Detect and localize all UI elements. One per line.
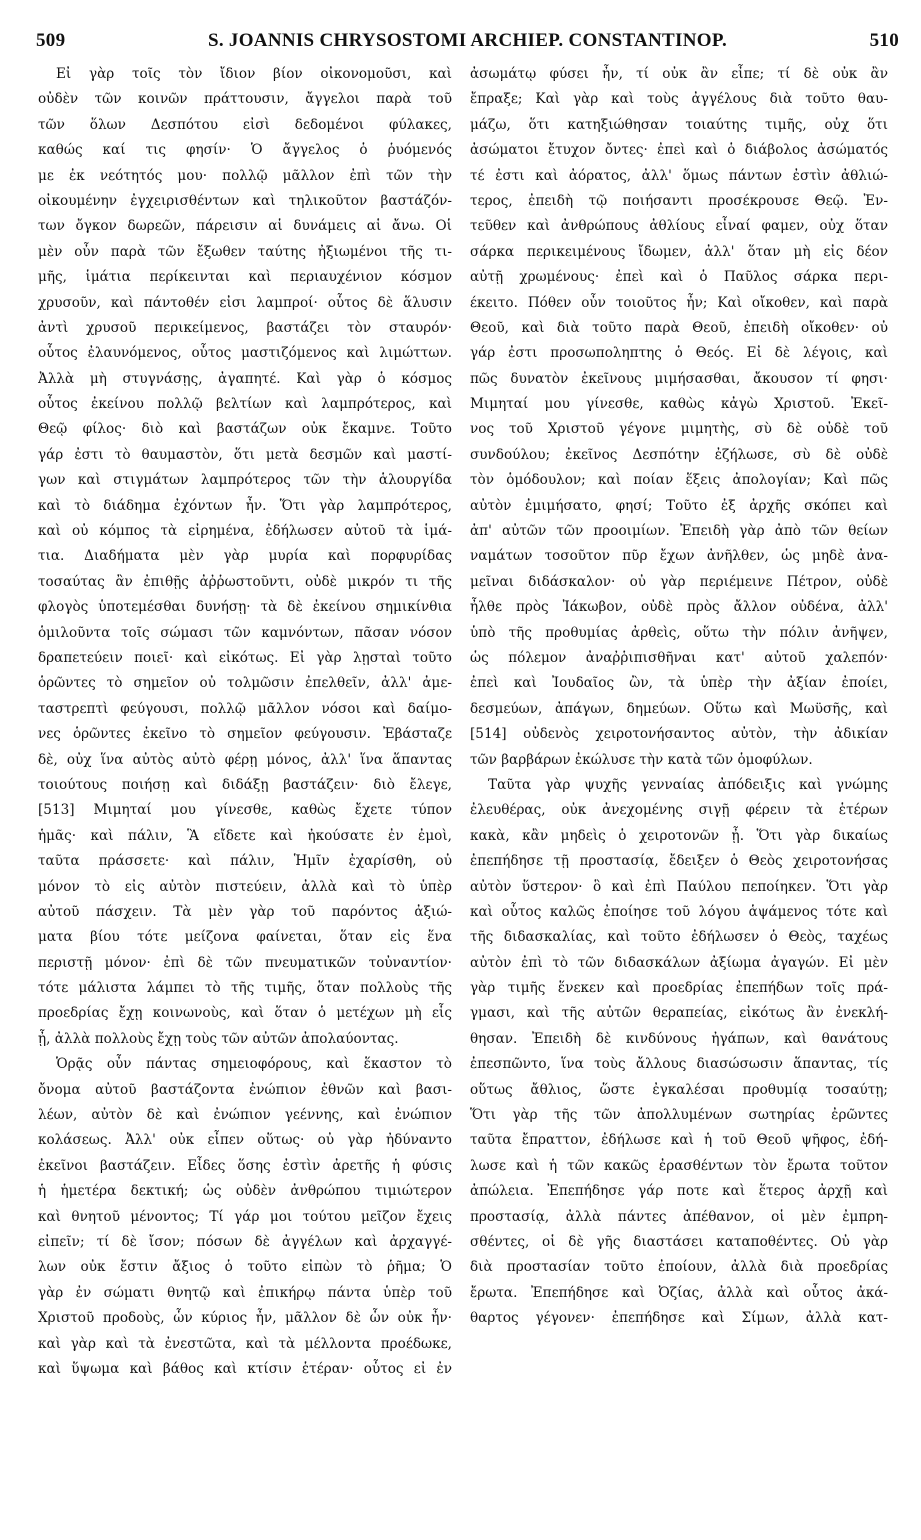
text-line: Ἀλλὰ μὴ στυγνάσῃς, ἀγαπητέ. Καὶ γὰρ ὁ κόσμος	[38, 370, 452, 387]
text-line: μῆς, ἱμάτια περίκεινται καὶ περιαυχένιον κόσμον	[38, 269, 452, 286]
text-line: γὰρ τιμῆς ἕνεκεν καὶ προεδρίας ἐπεπήδων τοῖς πρά-	[470, 980, 888, 997]
text-line: φλογὸς ὑποτεμέσθαι δυνήσῃ· τὰ δὲ ἐκείνου σημικίνθια	[38, 599, 452, 616]
text-line: τῶν ὅλων Δεσπότου εἰσὶ δεδομένοι φύλακες,	[38, 116, 452, 133]
text-line: οὕτως ἄθλιος, ὥστε ἐγκαλέσαι προθυμίᾳ τοσαύτῃ;	[470, 1081, 888, 1098]
text-line: καὶ οὗτος καλῶς ἐποίησε τοῦ λόγου ἁψάμενος τότε καὶ	[470, 903, 888, 920]
text-line: κακὰ, κἂν μηδεὶς ὁ χειροτονῶν ᾖ. Ὅτι γὰρ δικαίως	[470, 827, 888, 844]
text-line: Χριστοῦ προδοὺς, ὧν κύριος ἦν, μᾶλλον δὲ ὧν οὐκ ἦν·	[38, 1310, 452, 1327]
text-line: ἐλευθέρας, οὐκ ἀνεχομένης σιγῇ φέρειν τὰ ἑτέρων	[470, 802, 888, 819]
text-line: καὶ οὐ κόμπος τὰ εἰρημένα, ἐδήλωσεν αὐτοῦ τὰ ἱμά-	[38, 523, 452, 540]
text-line: οὗτος ἐκείνου πολλῷ βελτίων καὶ λαμπρότερος, καὶ	[38, 396, 452, 413]
text-line: ὁμιλοῦντα τοῖς σώμασι τῶν καμνόντων, πᾶσαν νόσον	[38, 624, 452, 641]
text-line: γάρ ἐστι τὸ θαυμαστὸν, ὅτι μετὰ δεσμῶν καὶ μαστί-	[38, 446, 452, 463]
text-line: ὁρῶντες τὸ σημεῖον οὐ τολμῶσιν ἐπελθεῖν, ἀλλ' ἀμε-	[38, 675, 452, 692]
text-line: τέ ἐστι καὶ ἀόρατος, ἀλλ' ὅμως πάντων ἐστὶν ἀθλιώ-	[470, 167, 888, 184]
text-line: καθώς καί τις φησίν· Ὁ ἄγγελος ὁ ῥυόμενός	[38, 142, 452, 159]
text-line: μεῖναι διδάσκαλον· οὐ γὰρ περιέμεινε Πέτρον, οὐδὲ	[470, 573, 888, 590]
text-line: των ὄγκον δωρεῶν, πάρεισιν αἱ δυνάμεις αἱ ἄνω. Οἱ	[38, 218, 452, 235]
text-line: ταῦτα ἔπραττον, ἐδήλωσε καὶ ἡ τοῦ Θεοῦ ψῆφος, ἐδή-	[470, 1132, 888, 1149]
text-line: οὐδὲν τῶν κοινῶν πράττουσιν, ἄγγελοι παρὰ τοῦ	[38, 91, 452, 108]
text-line: ὑπὸ τῆς προθυμίας ἀρθεὶς, οὕτω τὴν πόλιν ἀνῆψεν,	[470, 624, 888, 641]
text-line: [513] Μιμηταί μου γίνεσθε, καθὼς ἔχετε τύπον	[38, 802, 452, 819]
text-line: ἀπώλεια. Ἐπεπήδησε γάρ ποτε καὶ ἕτερος ἀρχῇ καὶ	[470, 1183, 888, 1200]
text-line: ὄνομα αὐτοῦ βαστάζοντα ἐνώπιον ἐθνῶν καὶ βασι-	[38, 1081, 452, 1098]
text-line: τὸν ὁμόδουλον; καὶ ποίαν ἕξεις ἀπολογίαν; Καὶ πῶς	[470, 472, 888, 489]
text-line: ταῦτα πράσσετε· καὶ πάλιν, Ἡμῖν ἐχαρίσθη, οὐ	[38, 853, 452, 870]
text-line: λωσε καὶ ἡ τῶν κακῶς ἐρασθέντων τὸν ἔρωτα τοῦτον	[470, 1157, 888, 1174]
text-line: καὶ γὰρ καὶ τὰ ἐνεστῶτα, καὶ τὰ μέλλοντα προέδωκε,	[38, 1335, 452, 1352]
text-line: σθέντες, οἱ δὲ γῆς διαστάσει καταποθέντες. Οὐ γὰρ	[470, 1233, 888, 1250]
text-line: αὐτῇ χρωμένους· ἐπεὶ καὶ ὁ Παῦλος σάρκα περι-	[470, 269, 888, 286]
text-line: τῆς διδασκαλίας, καὶ τοῦτο ἐδήλωσεν ὁ Θεὸς, ταχέως	[470, 929, 888, 946]
text-line: γων καὶ στιγμάτων λαμπρότερος τῶν τὴν ἁλουργίδα	[38, 472, 452, 489]
page-number-left: 509	[36, 30, 66, 51]
text-line: ἡ ἡμετέρα δεκτική; ὡς οὐδὲν ἀνθρώπου τιμιώτερον	[38, 1183, 452, 1200]
text-line: οὗτος ἐλαυνόμενος, οὗτος μαστιζόμενος καὶ λιμώττων.	[38, 345, 452, 362]
text-line: εἰπεῖν; τί δὲ ἴσον; πόσων δὲ ἀγγέλων καὶ ἀρχαγγέ-	[38, 1233, 452, 1250]
text-line: ἡμᾶς· καὶ πάλιν, Ἃ εἴδετε καὶ ἠκούσατε ἐν ἐμοὶ,	[38, 827, 452, 844]
text-line: Θεῷ φίλος· διὸ καὶ βαστάζων οὐκ ἔκαμνε. Τοῦτο	[38, 421, 452, 438]
text-line: θαρτος γέγονεν· ἐπεπήδησε καὶ Σίμων, ἀλλὰ κατ-	[470, 1310, 888, 1327]
text-line: αὐτὸν ἐπὶ τὸ τῶν διδασκάλων ἀξίωμα ἀγαγών. Εἰ μὲν	[470, 954, 888, 971]
text-line: ἐκεῖνοι βαστάζειν. Εἶδες ὅσης ἐστὶν ἀρετῆς ἡ φύσις	[38, 1157, 452, 1174]
text-line: ταστρεπτὶ φεύγουσι, πολλῷ μᾶλλον νόσοι καὶ δαίμο-	[38, 700, 452, 717]
text-line: αὐτοῦ πάσχειν. Τὰ μὲν γὰρ τοῦ παρόντος ἀξιώ-	[38, 903, 452, 920]
text-line: Μιμηταί μου γίνεσθε, καθὼς κἀγὼ Χριστοῦ. Ἐκεῖ-	[470, 396, 888, 413]
text-line: αὐτὸν ἐμιμήσατο, φησί; Τοῦτο ἐξ ἀρχῆς σκόπει καὶ	[470, 497, 888, 514]
text-line: ματα βίου τότε μείζονα φαίνεται, ὅταν εἰς ἕνα	[38, 929, 452, 946]
running-title: S. JOANNIS CHRYSOSTOMI ARCHIEP. CONSTANTINOP.	[207, 30, 728, 51]
text-line: μάζω, ὅτι κατηξιώθησαν τοιαύτης τιμῆς, οὐχ ὅτι	[470, 116, 888, 133]
text-line: Ὅτι γὰρ τῆς τῶν ἀπολλυμένων σωτηρίας ἐρῶντες	[470, 1107, 888, 1124]
page-number-right: 510	[869, 30, 899, 51]
text-line: γάρ ἐστι προσωποληπτης ὁ Θεός. Εἰ δὲ λέγοις, καὶ	[470, 345, 888, 362]
running-header	[36, 30, 899, 56]
text-line: γμασι, καὶ τῆς αὐτῶν θεραπείας, εἰκότως ἂν ἐνεκλή-	[470, 1005, 888, 1022]
text-line: [514] οὐδενὸς χειροτονήσαντος αὐτὸν, τὴν ἀδικίαν	[470, 726, 888, 743]
text-line: μόνον τὸ εἰς αὐτὸν πιστεύειν, ἀλλὰ καὶ τὸ ὑπὲρ	[38, 878, 452, 895]
text-line: τερος, ἐπειδὴ τῷ ποιήσαντι προσέκρουσε Θεῷ. Ἐν-	[470, 192, 888, 209]
text-line: ἀσωμάτῳ φύσει ἦν, τί οὐκ ἂν εἶπε; τί δὲ οὐκ ἂν	[470, 66, 888, 82]
text-line: Εἰ γὰρ τοῖς τὸν ἴδιον βίον οἰκονομοῦσι, καὶ	[56, 66, 452, 82]
text-line: ἀπ' αὐτῶν τῶν προοιμίων. Ἐπειδὴ γὰρ ἀπὸ τῶν θείων	[470, 523, 888, 540]
text-line: ἀντὶ χρυσοῦ περικείμενος, βαστάζει τὸν σταυρόν·	[38, 319, 452, 336]
text-line: τοσαύτας ἂν ἐπιθῇς ἀῤῥωστοῦντι, οὐδὲ μικρόν τι τῆς	[38, 573, 452, 590]
text-line: έκειτο. Πόθεν οὖν τοιοῦτος ἦν; Καὶ οἴκοθεν, καὶ παρὰ	[470, 294, 888, 311]
text-line: μὲν οὖν παρὰ τῶν ἔξωθεν ταύτης ἠξιωμένοι τῆς τι-	[38, 243, 452, 260]
text-line: Θεοῦ, καὶ διὰ τοῦτο παρὰ Θεοῦ, ἐπειδὴ οἴκοθεν· οὐ	[470, 319, 888, 336]
text-line: δραπετεύειν ποιεῖ· καὶ εἰκότως. Εἰ γὰρ λῃσταὶ τοῦτο	[38, 649, 452, 666]
text-line: νες ὁρῶντες ἐκεῖνο τὸ σημεῖον φεύγουσιν. Ἐβάσταζε	[38, 726, 452, 743]
text-line: κολάσεως. Ἀλλ' οὐκ εἶπεν οὕτως· οὐ γὰρ ἠδύναντο	[38, 1132, 452, 1149]
text-line: λέων, αὐτὸν δὲ καὶ ἐνώπιον γεέννης, καὶ ἐνώπιον	[38, 1107, 452, 1124]
text-line: πῶς δυνατὸν ἐκεῖνους μιμήσασθαι, ἄκουσον τί φησι·	[470, 370, 888, 387]
text-line: τοιούτους ποιήσῃ καὶ διδάξῃ βαστάζειν· διὸ ἔλεγε,	[38, 776, 452, 793]
text-line: τότε μάλιστα λάμπει τὸ τῆς τιμῆς, ὅταν πολλοὺς τῆς	[38, 980, 452, 997]
text-line: λων οὐκ ἔστιν ἄξιος ὁ τοῦτο εἰπὼν τὸ ῥῆμα; Ὁ	[38, 1259, 452, 1276]
text-line: τια. Διαδήματα μὲν γὰρ μυρία καὶ πορφυρίδας	[38, 548, 452, 565]
text-line: χρυσοῦν, καὶ πάντοθέν εἰσι λαμπροί· οὗτος δὲ ἅλυσιν	[38, 294, 452, 311]
text-line: προστασίᾳ, ἀλλὰ πάντες ἀπέθανον, οἱ μὲν ἐμπρη-	[470, 1208, 888, 1225]
text-line: ναμάτων τοσοῦτον πῦρ ἔχων ἀνῆλθεν, ὡς μηδὲ ἀνα-	[470, 548, 888, 565]
text-line: ἐπεὶ καὶ Ἰουδαῖος ὢν, τὰ ὑπὲρ τὴν ἀξίαν ἐποίει,	[470, 675, 888, 692]
text-line: ἔρωτα. Ἐπεπήδησε καὶ Ὀζίας, ἀλλὰ καὶ οὗτος ἀκά-	[470, 1284, 888, 1301]
text-line: συνδούλου; ἐκεῖνος Δεσπότην ἐζήλωσε, σὺ δὲ οὐδὲ	[470, 446, 888, 463]
text-line: δεσμεύων, ἀπάγων, δημεύων. Οὕτω καὶ Μωϋσῆς, καὶ	[470, 700, 888, 717]
text-line: με ἐκ νεότητός μου· πολλῷ μᾶλλον ἐπὶ τῶν τὴν	[38, 167, 452, 184]
text-line: δὲ, οὐχ ἵνα αὐτὸς αὐτὸ φέρῃ μόνος, ἀλλ' ἵνα ἅπαντας	[38, 751, 452, 768]
text-line: αὐτὸν ὕστερον· ὃ καὶ ἐπὶ Παύλου πεποίηκεν. Ὅτι γὰρ	[470, 878, 888, 895]
text-line: περιστῇ μόνον· ἐπὶ δὲ τῶν πνευματικῶν τοὐναντίον·	[38, 954, 452, 971]
text-line: σάρκα περικειμένους ἴδωμεν, ἀλλ' ὅταν μὴ εἰς δέον	[470, 243, 888, 260]
text-line: τεῦθεν καὶ ἀνθρώπους ἀθλίους εἶναί φαμεν, οὐχ ὅταν	[470, 218, 888, 235]
text-line: καὶ θνητοῦ μένοντος; Τί γάρ μοι τούτου μεῖζον ἔχεις	[38, 1208, 452, 1225]
text-line: νος τοῦ Χριστοῦ γέγονε μιμητὴς, σὺ δὲ οὐδὲ τοῦ	[470, 421, 888, 438]
text-line: Ὁρᾷς οὖν πάντας σημειοφόρους, καὶ ἕκαστον τὸ	[56, 1056, 452, 1073]
text-line: ἀσώματοι ἔτυχον ὄντες· ἐπεὶ καὶ ὁ διάβολος ἀσώματός	[470, 142, 888, 159]
text-line: τῶν βαρβάρων ἐκώλυσε τὴν κατὰ τῶν ὁμοφύλων.	[470, 751, 813, 768]
text-line: γὰρ ἐν σώματι θνητῷ καὶ ἐπικήρῳ πάντα ὑπὲρ τοῦ	[38, 1284, 452, 1301]
right-text-column	[470, 62, 888, 1332]
text-line: θησαν. Ἐπειδὴ δὲ κινδύνους ἠγάπων, καὶ θανάτους	[470, 1030, 888, 1047]
text-line: καὶ τὸ διάδημα ἐχόντων ἦν. Ὅτι γὰρ λαμπρότερος,	[38, 497, 452, 514]
text-line: ἔπραξε; Καὶ γὰρ καὶ τοὺς ἀγγέλους διὰ τοῦτο θαυ-	[470, 91, 888, 108]
left-text-column	[38, 62, 452, 1382]
text-line: ᾖ, ἀλλὰ πολλοὺς ἔχῃ τοὺς τῶν αὐτῶν ἀπολαύοντας.	[38, 1030, 399, 1047]
text-line: οἰκουμένην ἐγχειρισθέντων καὶ τηλικοῦτον βαστάζόν-	[38, 192, 452, 209]
text-line: διὰ προστασίαν τοῦτο ἐποίουν, ἀλλὰ διὰ προεδρίας	[470, 1259, 888, 1276]
text-line: ἦλθε πρὸς Ἰάκωβον, οὐδὲ πρὸς ἄλλον οὐδένα, ἀλλ'	[470, 599, 888, 616]
text-line: προεδρίας ἔχῃ κοινωνοὺς, καὶ ὅταν ὁ μετέχων μὴ εἷς	[38, 1005, 452, 1022]
text-line: Ταῦτα γὰρ ψυχῆς γενναίας ἀπόδειξις καὶ γνώμης	[488, 776, 888, 793]
text-line: ὡς πόλεμον ἀναῤῥιπισθῆναι κατ' αὐτοῦ χαλεπόν·	[470, 649, 888, 666]
text-line: καὶ ὕψωμα καὶ βάθος καὶ κτίσιν ἑτέραν· οὗτος εἰ ἐν	[38, 1360, 452, 1377]
text-line: ἐπεσπῶντο, ἵνα τοὺς ἄλλους διασώσωσιν ἅπαντας, τίς	[470, 1056, 888, 1073]
text-line: ἐπεπήδησε τῇ προστασίᾳ, ἔδειξεν ὁ Θεὸς χειροτονήσας	[470, 853, 888, 870]
